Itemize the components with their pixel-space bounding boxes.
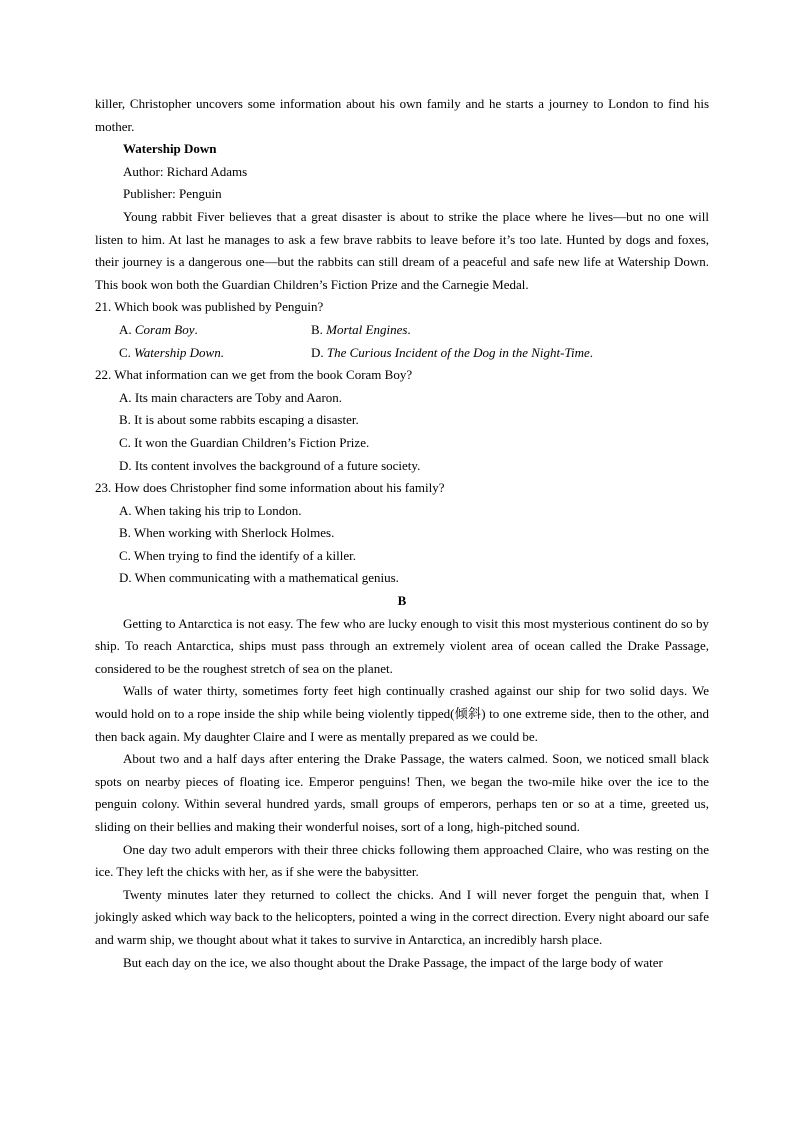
- question-21-options-row-2: [95, 342, 709, 365]
- question-21-option-a: A. Coram Boy.: [119, 321, 198, 337]
- question-21-option-c: C. Watership Down.: [119, 344, 224, 360]
- document-page: [95, 93, 709, 974]
- intro-continuation: killer, Christopher uncovers some information about his own family and he starts a journey to London to find his mother.: [95, 96, 709, 134]
- book-title: Watership Down: [123, 141, 217, 157]
- section-b-paragraph-6: But each day on the ice, we also thought about the Drake Passage, the impact of the large body of water: [123, 954, 663, 970]
- section-b-paragraph-1: Getting to Antarctica is not easy. The few who are lucky enough to visit this most mysterious continent do so by ship. To reach Antarctica, ships must pass through an extremely violent area of ocean called the Drake Passage, considered to be the roughest stretch of sea on the planet.: [95, 615, 709, 676]
- question-21-options-row-1: [95, 319, 709, 342]
- question-21-option-b: B. Mortal Engines.: [311, 321, 411, 337]
- section-b-heading: B: [397, 593, 407, 609]
- question-22-option-d: D. Its content involves the background of a future society.: [119, 457, 421, 473]
- section-b-paragraph-3: About two and a half days after entering the Drake Passage, the waters calmed. Soon, we noticed small black spots on nearby pieces of floating ice. Emperor penguins! Then, we began the two-mile hike over the ice to the penguin colony. Within several hundred yards, small groups of emperors, perhaps ten or so at a time, greeted us, sliding on their bellies and making their wonderful noises, sort of a long, high-pitched sound.: [95, 751, 709, 834]
- question-23-option-c: C. When trying to find the identify of a killer.: [119, 547, 356, 563]
- question-22-stem: 22. What information can we get from the book Coram Boy?: [95, 367, 413, 383]
- question-23-option-a: A. When taking his trip to London.: [119, 502, 302, 518]
- section-b-paragraph-4: One day two adult emperors with their three chicks following them approached Claire, who was resting on the ice. They left the chicks with her, as if she were the babysitter.: [95, 841, 709, 880]
- question-22-option-a: A. Its main characters are Toby and Aaron.: [119, 389, 343, 405]
- question-21-option-d: D. The Curious Incident of the Dog in the Night-Time.: [311, 344, 594, 360]
- question-22-option-c: C. It won the Guardian Children’s Fiction Prize.: [119, 434, 370, 450]
- question-22-option-b: B. It is about some rabbits escaping a disaster.: [119, 412, 359, 428]
- section-b-paragraph-2: Walls of water thirty, sometimes forty feet high continually crashed against our ship for two solid days. We would hold on to a rope inside the ship while being violently tipped(倾斜) to one extreme side, then to the other, and then back again. My daughter Claire and I were as mentally prepared as we could be.: [95, 683, 709, 744]
- book-description: Young rabbit Fiver believes that a great disaster is about to strike the place where he lives—but no one will listen to him. At last he manages to ask a few brave rabbits to leave before it’s too late. Hunted by dogs and foxes, their journey is a dangerous one—but the rabbits can still dream of a peaceful and safe new life at Watership Down. This book won both the Guardian Children’s Fiction Prize and the Carnegie Medal.: [95, 208, 709, 292]
- question-23-option-b: B. When working with Sherlock Holmes.: [119, 525, 335, 541]
- section-b-paragraph-5: Twenty minutes later they returned to collect the chicks. And I will never forget the penguin that, when I jokingly asked which way back to the helicopters, pointed a wing in the correct direction. Every night aboard our safe and warm ship, we thought about what it takes to survive in Antarctica, an incredibly harsh place.: [95, 886, 709, 947]
- question-23-stem: 23. How does Christopher find some information about his family?: [95, 480, 445, 496]
- book-author: Author: Richard Adams: [123, 163, 248, 179]
- question-23-option-d: D. When communicating with a mathematical genius.: [119, 570, 399, 586]
- book-publisher: Publisher: Penguin: [123, 186, 222, 202]
- question-21-stem: 21. Which book was published by Penguin?: [95, 299, 324, 315]
